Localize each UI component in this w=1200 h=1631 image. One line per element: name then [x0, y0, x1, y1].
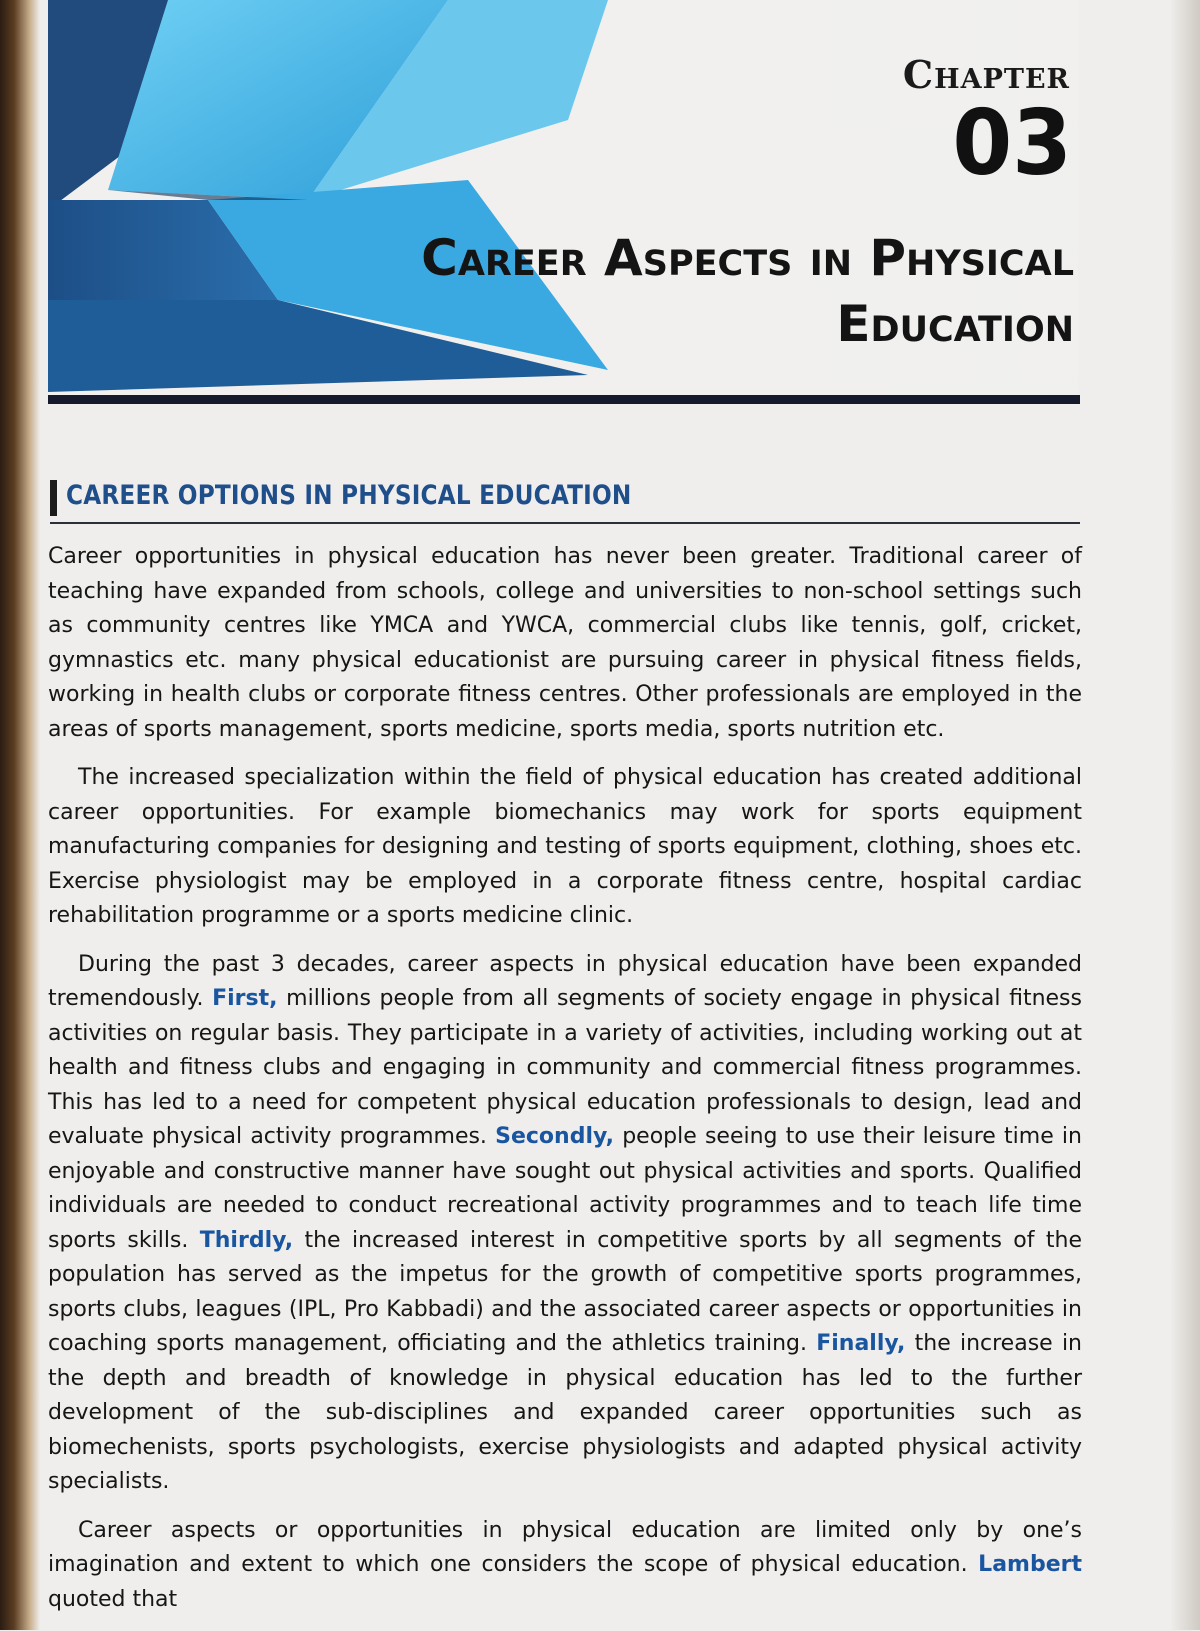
paragraph-3-text-2: millions people from all segments of society engage in physical fitness activities on regular basis. They participate in a variety of activities, including working out at health and fitness clubs and engaging in community and commercial fitness programmes. This has led to a need for competent physical education professionals to design, lead and evaluate physical activity programmes. [48, 986, 1082, 1149]
section-marker-bar [50, 480, 57, 516]
paragraph-4 [48, 1514, 1082, 1618]
paragraph-3-text-1: During the past 3 decades, career aspects in physical education have been expanded tremendously. [48, 951, 1082, 1011]
paragraph-1: Career opportunities in physical education has never been greater. Traditional career of teaching have expanded from schools, college and universities to non-school settings such as community centres like YMCA and YWCA, commercial clubs like tennis, golf, cricket, gymnastics etc. many physical educationist are pursuing career in physical fitness fields, working in health clubs or corporate fitness centres. Other professionals are employed in the areas of sports management, sports medicine, sports media, sports nutrition etc. [48, 544, 1082, 742]
keyword-secondly: Secondly, [495, 1124, 614, 1149]
chapter-title-line-2: Education [836, 295, 1074, 353]
book-gutter-shadow [0, 0, 40, 1630]
paragraph-3-text-4: the increased interest in competitive sports by all segments of the population has served as the impetus for the growth of competitive sports programmes, sports clubs, leagues (IPL, Pro Kabbadi) and the associated career aspects or opportunities in coaching sports management, officiating and the athletics training. [48, 1227, 1082, 1356]
chapter-title-line-1: Career Aspects in Physical [421, 229, 1074, 287]
paragraph-4-text-2: quoted that [48, 1586, 178, 1612]
paragraph-3-text-5: the increase in the depth and breadth of knowledge in physical education has led to the further development of the sub-disciplines and expanded career opportunities such as biomechenists, sports psychologists, exercise physiologists and adapted physical activity specialists. [48, 1331, 1082, 1494]
chapter-label: Chapter [902, 52, 1070, 97]
paragraph-4-text-1: Career aspects or opportunities in physical education are limited only by one’s imagination and extent to which one considers the scope of physical education. [48, 1517, 1082, 1577]
banner-underline [48, 395, 1080, 404]
keyword-finally: Finally, [816, 1331, 906, 1356]
chapter-title [421, 225, 1074, 357]
page-edge-shadow [1170, 0, 1200, 1630]
section-title: CAREER OPTIONS IN PHYSICAL EDUCATION [66, 480, 632, 511]
chapter-number: 03 [952, 90, 1072, 196]
keyword-thirdly: Thirdly, [199, 1227, 294, 1253]
keyword-first: First, [212, 986, 278, 1011]
paragraph-3 [48, 948, 1082, 1500]
keyword-lambert: Lambert [978, 1552, 1082, 1577]
paragraph-3-text-3: people seeing to use their leisure time in enjoyable and constructive manner have sought out physical activities and sports. Qualified individuals are needed to conduct recreational activity programmes and to teach life time sports skills. [48, 1124, 1082, 1253]
section-heading [50, 478, 1080, 524]
paragraph-2: The increased specialization within the field of physical education has created additional career opportunities. For example biomechanics may work for sports equipment manufacturing companies for designing and testing of sports equipment, clothing, shoes etc. Exercise physiologist may be employed in a corporate fitness centre, hospital cardiac rehabilitation programme or a sports medicine clinic. [48, 765, 1082, 928]
body-text [48, 540, 1082, 1631]
